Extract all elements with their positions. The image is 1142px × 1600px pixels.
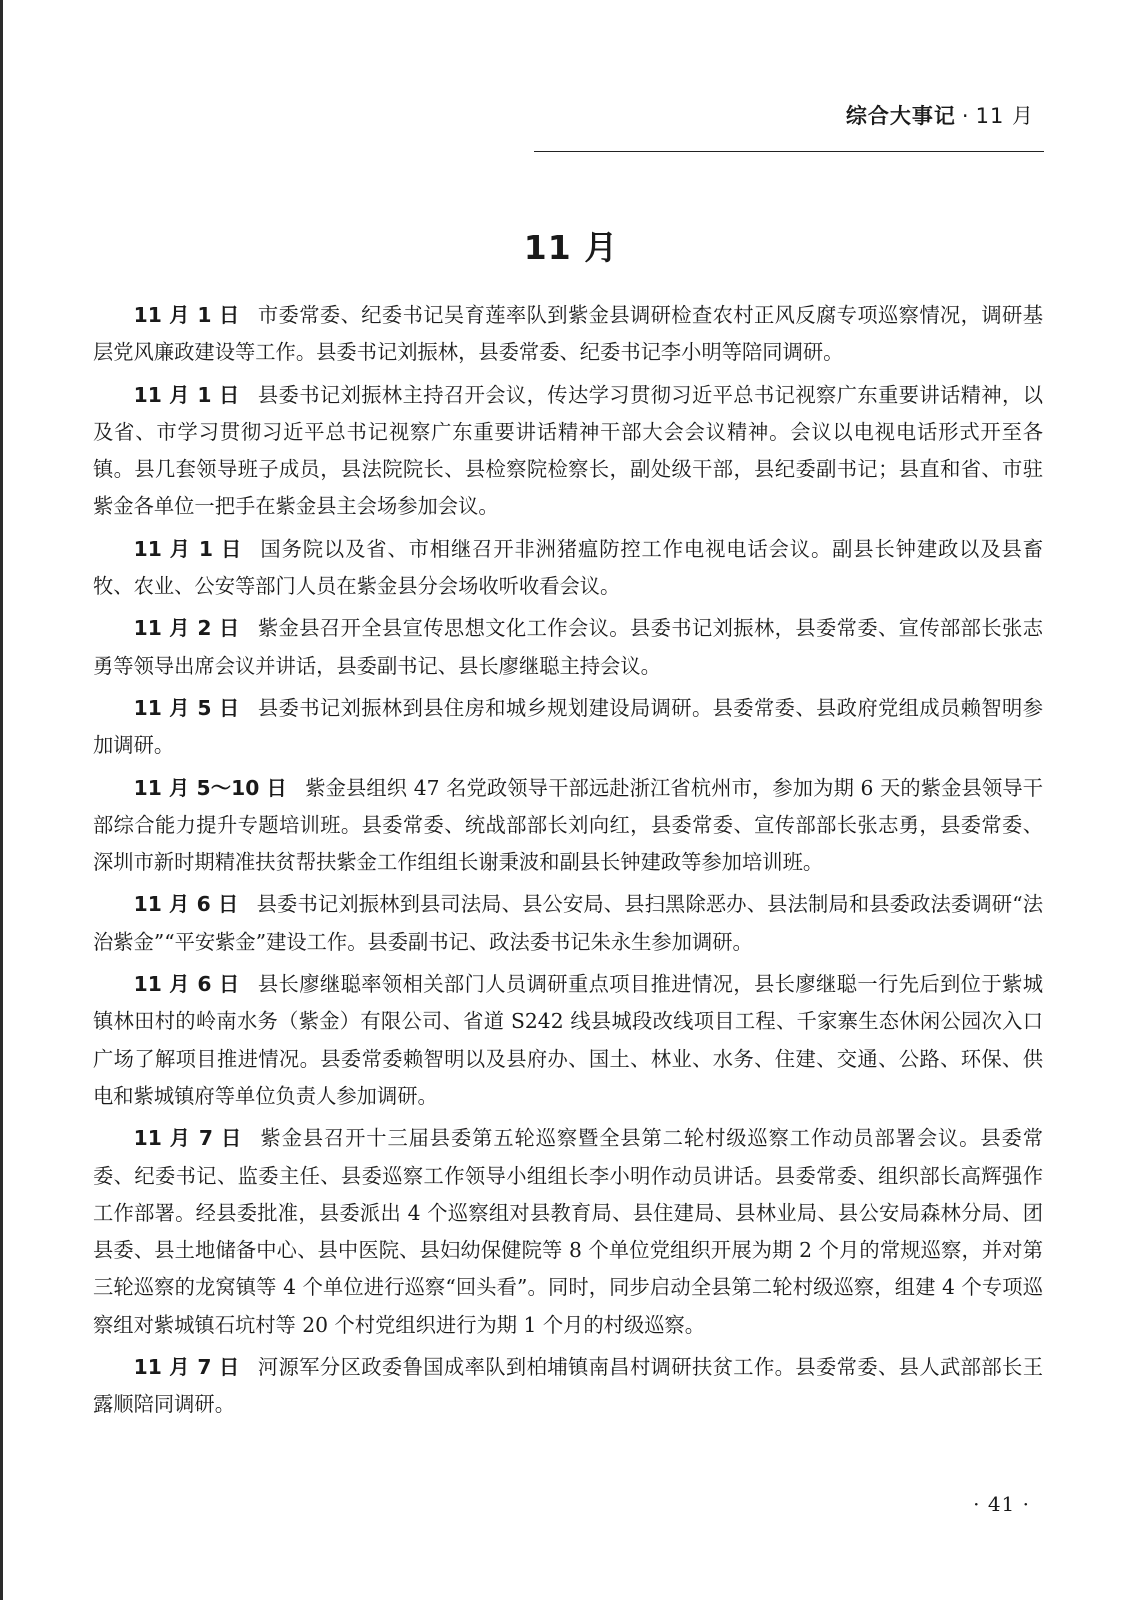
entry (93, 966, 1043, 1115)
entry-date: 11 月 2 日 (133, 616, 240, 641)
entry-text: 县委书记刘振林到县司法局、县公安局、县扫黑除恶办、县法制局和县委政法委调研“法治紫金”“平安紫金”建设工作。县委副书记、政法委书记朱永生参加调研。 (93, 892, 1043, 954)
header-separator: · (961, 104, 970, 128)
entry (93, 531, 1043, 606)
entry-text: 紫金县召开十三届县委第五轮巡察暨全县第二轮村级巡察工作动员部署会议。县委常委、纪委书记、监委主任、县委巡察工作领导小组组长李小明作动员讲话。县委常委、组织部长高辉强作工作部署。经县委批准，县委派出 4 个巡察组对县教育局、县住建局、县林业局、县公安局森林分局、团县委、县土地储备中心、县中医院、县妇幼保健院等 8 个单位党组织开展为期 2 个月的常规巡察，并对第三轮巡察的龙窝镇等 4 个单位进行巡察“回头看”。同时，同步启动全县第二轮村级巡察，组建 4 个专项巡察组对紫城镇石坑村等 20 个村党组织进行为期 1 个月的村级巡察。 (93, 1126, 1043, 1337)
entry-text: 紫金县组织 47 名党政领导干部远赴浙江省杭州市，参加为期 6 天的紫金县领导干部综合能力提升专题培训班。县委常委、统战部部长刘向红，县委常委、宣传部部长张志勇，县委常委、深圳市新时期精准扶贫帮扶紫金工作组组长谢秉波和副县长钟建政等参加培训班。 (93, 775, 1044, 875)
page-number: · 41 · (973, 1492, 1030, 1516)
header-month: 11 月 (975, 104, 1034, 128)
entry (93, 886, 1043, 961)
running-header (846, 100, 1034, 130)
entry (93, 1349, 1043, 1424)
entry (93, 610, 1043, 685)
entry-date: 11 月 1 日 (133, 536, 243, 561)
entry-date: 11 月 1 日 (133, 303, 240, 327)
entry (93, 377, 1043, 526)
entry (93, 297, 1043, 372)
entry-text: 紫金县召开全县宣传思想文化工作会议。县委书记刘振林，县委常委、宣传部部长张志勇等领导出席会议并讲话，县委副书记、县长廖继聪主持会议。 (93, 616, 1043, 678)
entry (93, 1120, 1043, 1344)
header-section: 综合大事记 (845, 104, 956, 128)
entry-date: 11 月 1 日 (133, 382, 240, 407)
entry-date: 11 月 5～10 日 (133, 775, 287, 800)
entry-text: 市委常委、纪委书记吴育莲率队到紫金县调研检查农村正风反腐专项巡察情况，调研基层党风廉政建设等工作。县委书记刘振林，县委常委、纪委书记李小明等陪同调研。 (93, 303, 1043, 365)
entry-date: 11 月 7 日 (133, 1355, 240, 1380)
entry-text: 国务院以及省、市相继召开非洲猪瘟防控工作电视电话会议。副县长钟建政以及县畜牧、农业、公安等部门人员在紫金县分会场收听收看会议。 (93, 536, 1043, 599)
entry-text: 县长廖继聪率领相关部门人员调研重点项目推进情况，县长廖继聪一行先后到位于紫城镇林田村的岭南水务（紫金）有限公司、省道 S242 线县城段改线项目工程、千家寨生态休闲公园次入口广场了解项目推进情况。县委常委赖智明以及县府办、国土、林业、水务、住建、交通、公路、环保、供电和紫城镇府等单位负责人参加调研。 (93, 972, 1043, 1108)
entry-date: 11 月 5 日 (133, 695, 240, 720)
entry-text: 县委书记刘振林到县住房和城乡规划建设局调研。县委常委、县政府党组成员赖智明参加调研。 (93, 695, 1043, 758)
entry-date: 11 月 6 日 (133, 972, 240, 997)
entry (93, 770, 1043, 882)
entry (93, 690, 1043, 765)
entry-text: 河源军分区政委鲁国成率队到柏埔镇南昌村调研扶贫工作。县委常委、县人武部部长王露顺陪同调研。 (93, 1355, 1043, 1417)
page-title: 11 月 (523, 228, 619, 267)
chronicle-entries (93, 297, 1043, 1429)
entry-text: 县委书记刘振林主持召开会议，传达学习贯彻习近平总书记视察广东重要讲话精神，以及省、市学习贯彻习近平总书记视察广东重要讲话精神干部大会会议精神。会议以电视电话形式开至各镇。县几套领导班子成员，县法院院长、县检察院检察长，副处级干部，县纪委副书记；县直和省、市驻紫金各单位一把手在紫金县主会场参加会议。 (93, 382, 1043, 519)
entry-date: 11 月 7 日 (133, 1126, 243, 1151)
header-rule (534, 151, 1044, 152)
entry-date: 11 月 6 日 (133, 892, 239, 917)
